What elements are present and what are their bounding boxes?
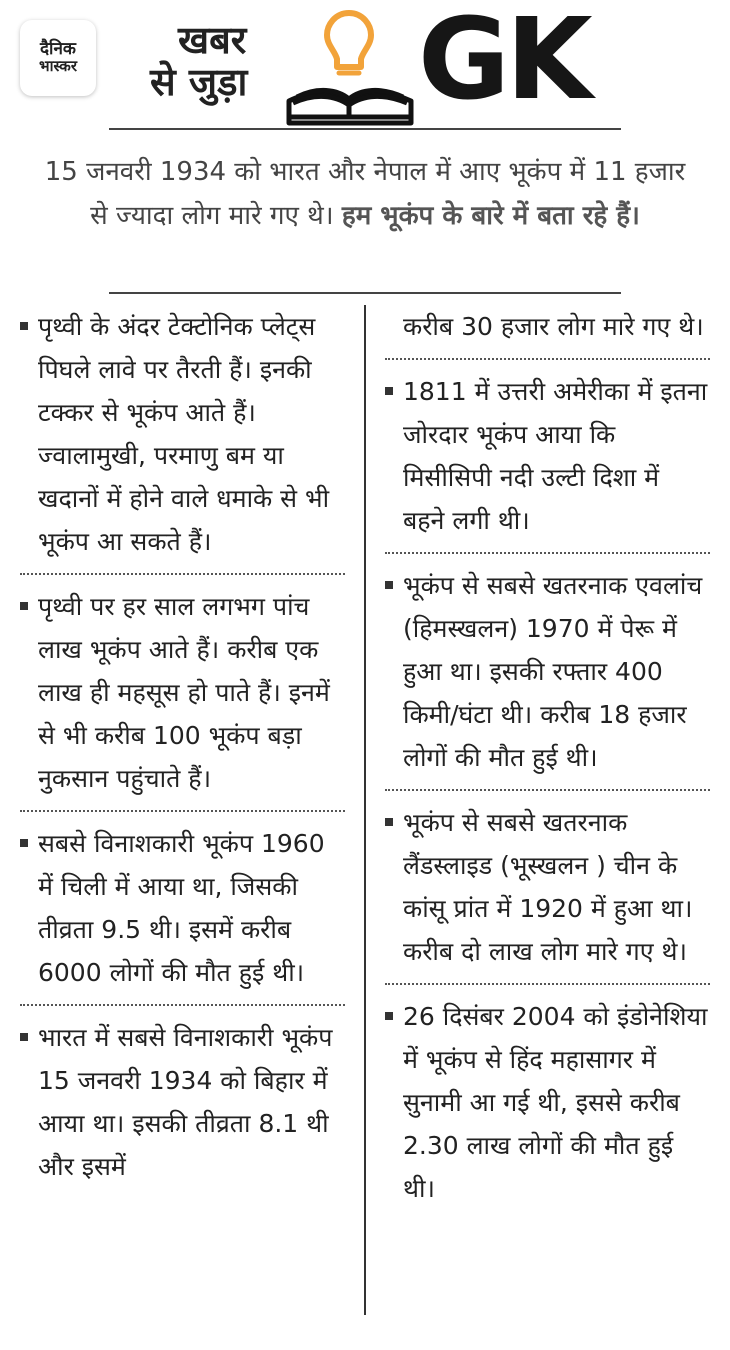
dotted-separator <box>385 552 710 554</box>
list-item-text: 1811 में उत्तरी अमेरीका में इतना जोरदार भूकंप आया कि मिसीसिपी नदी उल्टी दिशा में बहने लगी थी। <box>403 377 708 535</box>
list-item-text: भारत में सबसे विनाशकारी भूकंप 15 जनवरी 1934 को बिहार में आया था। इसकी तीव्रता 8.1 थी और इसमें <box>38 1023 333 1181</box>
list-item <box>20 585 345 800</box>
intro-divider <box>109 292 621 294</box>
list-item <box>385 801 710 973</box>
dotted-separator <box>385 983 710 985</box>
bullet-square-icon <box>385 387 393 395</box>
bullet-square-icon <box>385 581 393 589</box>
list-item-text: पृथ्वी के अंदर टेक्टोनिक प्लेट्स पिघले लावे पर तैरती हैं। इनकी टक्कर से भूकंप आते हैं। ज्वालामुखी, परमाणु बम या खदानों में होने वाले धमाके से भी भूकंप आ सकते हैं। <box>38 312 330 556</box>
list-item-text: 26 दिसंबर 2004 को इंडोनेशिया में भूकंप से हिंद महासागर में सुनामी आ गई थी, इससे करीब 2.30 लाख लोगों की मौत हुई थी। <box>403 1002 708 1203</box>
dotted-separator <box>385 358 710 360</box>
left-column <box>20 305 345 1188</box>
list-item <box>385 564 710 779</box>
list-item-continuation <box>385 305 710 348</box>
bullet-square-icon <box>20 322 28 330</box>
header-title-line2: से जुड़ा <box>150 59 248 104</box>
dotted-separator <box>20 573 345 575</box>
light-bulb-icon <box>327 13 371 73</box>
gk-title: GK <box>418 0 589 125</box>
intro-text: 15 जनवरी 1934 को भारत और नेपाल में आए भूकंप में 11 हजार से ज्यादा लोग मारे गए थे। <box>44 157 686 231</box>
intro-bold-text: हम भूकंप के बारे में बता रहे हैं। <box>341 201 640 231</box>
header-divider <box>109 128 621 130</box>
intro-paragraph <box>40 150 690 238</box>
list-item <box>20 305 345 563</box>
bullet-square-icon <box>20 1033 28 1041</box>
dotted-separator <box>20 810 345 812</box>
open-book-icon <box>283 5 423 133</box>
list-item-text: सबसे विनाशकारी भूकंप 1960 में चिली में आया था, जिसकी तीव्रता 9.5 थी। इसमें करीब 6000 लोगों की मौत हुई थी। <box>38 829 325 987</box>
logo-line2: भास्कर <box>39 57 77 76</box>
dotted-separator <box>385 789 710 791</box>
list-item-text: भूकंप से सबसे खतरनाक लैंडस्लाइड (भूस्खलन ) चीन के कांसू प्रांत में 1920 में हुआ था। करीब दो लाख लोग मारे गए थे। <box>403 808 693 966</box>
column-divider <box>364 305 366 1315</box>
right-column <box>385 305 710 1210</box>
bullet-square-icon <box>20 602 28 610</box>
header-title-line1: खबर <box>178 18 247 62</box>
header-title <box>150 20 290 104</box>
dainik-bhaskar-logo <box>20 20 96 96</box>
list-item <box>20 1016 345 1188</box>
bullet-square-icon <box>385 818 393 826</box>
list-item <box>385 370 710 542</box>
list-item-text: करीब 30 हजार लोग मारे गए थे। <box>403 312 704 341</box>
bullet-square-icon <box>20 839 28 847</box>
dotted-separator <box>20 1004 345 1006</box>
list-item-text: पृथ्वी पर हर साल लगभग पांच लाख भूकंप आते हैं। करीब एक लाख ही महसूस हो पाते हैं। इनमें से भी करीब 100 भूकंप बड़ा नुकसान पहुंचाते हैं। <box>38 592 330 793</box>
logo-line1: दैनिक <box>40 39 76 60</box>
bullet-square-icon <box>385 1012 393 1020</box>
list-item-text: भूकंप से सबसे खतरनाक एवलांच (हिमस्खलन) 1970 में पेरू में हुआ था। इसकी रफ्तार 400 किमी/घंटा थी। करीब 18 हजार लोगों की मौत हुई थी। <box>403 571 703 772</box>
list-item <box>385 995 710 1210</box>
list-item <box>20 822 345 994</box>
